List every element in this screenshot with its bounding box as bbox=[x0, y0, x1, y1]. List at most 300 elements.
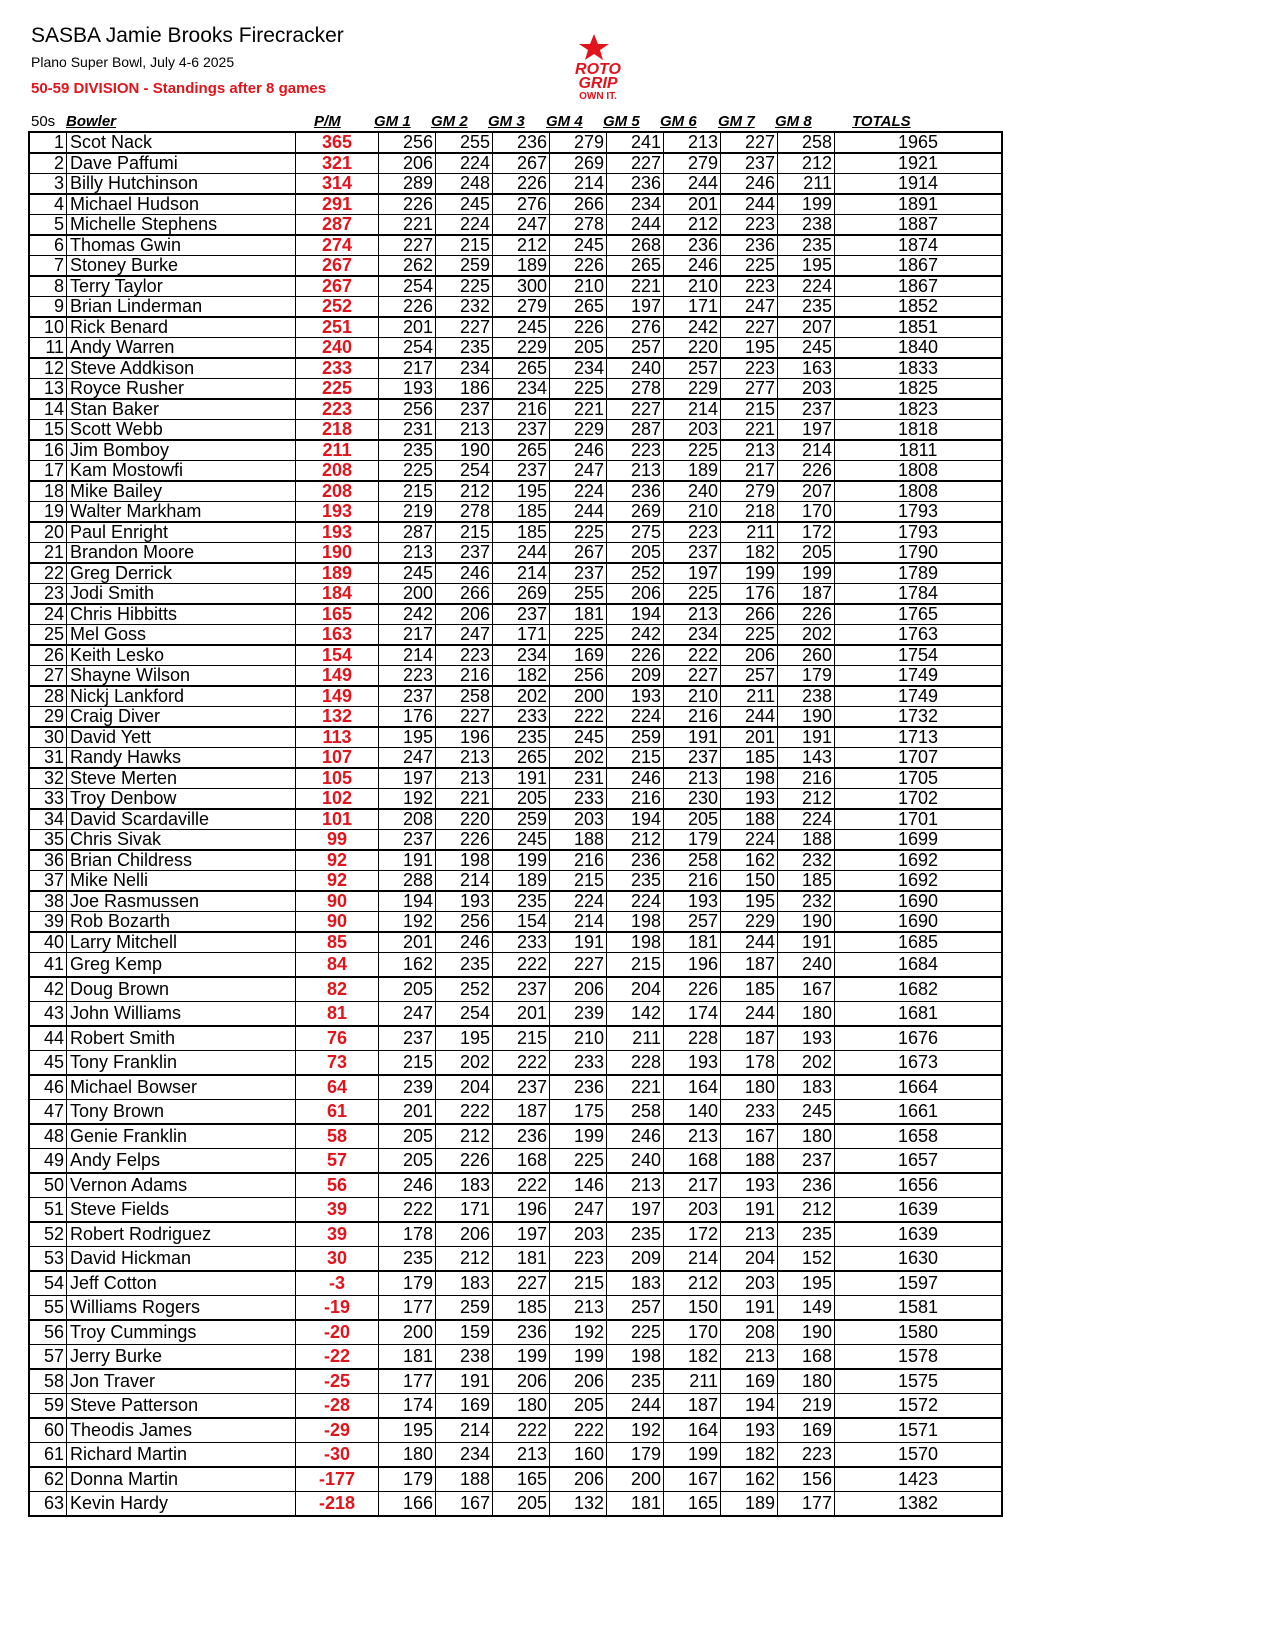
table-row bbox=[29, 1492, 1002, 1517]
bowler-name-cell: Troy Cummings bbox=[67, 1320, 296, 1345]
bowler-name-cell: Craig Diver bbox=[67, 707, 296, 728]
game-4-cell: 215 bbox=[550, 871, 607, 892]
game-1-cell: 235 bbox=[379, 440, 436, 461]
game-8-cell: 216 bbox=[778, 768, 835, 789]
game-7-cell: 195 bbox=[721, 338, 778, 359]
game-4-cell: 231 bbox=[550, 768, 607, 789]
rank-cell: 61 bbox=[29, 1443, 67, 1468]
game-8-cell: 219 bbox=[778, 1394, 835, 1419]
game-2-cell: 226 bbox=[436, 830, 493, 851]
game-2-cell: 215 bbox=[436, 235, 493, 256]
game-7-cell: 169 bbox=[721, 1369, 778, 1394]
bowler-name-cell: Larry Mitchell bbox=[67, 932, 296, 953]
game-6-cell: 223 bbox=[664, 522, 721, 543]
game-2-cell: 237 bbox=[436, 543, 493, 564]
game-4-cell: 222 bbox=[550, 707, 607, 728]
table-row bbox=[29, 1467, 1002, 1492]
game-5-cell: 242 bbox=[607, 625, 664, 646]
game-4-cell: 245 bbox=[550, 727, 607, 748]
game-3-cell: 182 bbox=[493, 666, 550, 687]
game-4-cell: 255 bbox=[550, 584, 607, 605]
game-2-cell: 212 bbox=[436, 481, 493, 502]
game-4-cell: 203 bbox=[550, 1222, 607, 1247]
table-row bbox=[29, 809, 1002, 830]
game-2-cell: 215 bbox=[436, 522, 493, 543]
table-row bbox=[29, 768, 1002, 789]
game-6-cell: 222 bbox=[664, 645, 721, 666]
star-icon bbox=[536, 34, 660, 100]
rank-cell: 28 bbox=[29, 686, 67, 707]
rank-cell: 29 bbox=[29, 707, 67, 728]
game-1-cell: 254 bbox=[379, 276, 436, 297]
game-6-cell: 257 bbox=[664, 358, 721, 379]
table-row bbox=[29, 1173, 1002, 1198]
plus-minus-cell: 92 bbox=[296, 871, 379, 892]
game-7-cell: 180 bbox=[721, 1075, 778, 1100]
game-3-cell: 236 bbox=[493, 1124, 550, 1149]
rank-cell: 8 bbox=[29, 276, 67, 297]
game-1-cell: 226 bbox=[379, 194, 436, 215]
plus-minus-cell: 208 bbox=[296, 481, 379, 502]
bowler-name-cell: Brandon Moore bbox=[67, 543, 296, 564]
total-cell: 1808 bbox=[835, 481, 1003, 502]
game-2-cell: 235 bbox=[436, 338, 493, 359]
game-3-cell: 222 bbox=[493, 953, 550, 978]
rank-cell: 27 bbox=[29, 666, 67, 687]
game-3-cell: 205 bbox=[493, 789, 550, 810]
game-3-cell: 189 bbox=[493, 256, 550, 277]
game-1-cell: 222 bbox=[379, 1198, 436, 1223]
plus-minus-cell: 76 bbox=[296, 1026, 379, 1051]
game-7-cell: 211 bbox=[721, 686, 778, 707]
total-cell: 1749 bbox=[835, 666, 1003, 687]
game-8-cell: 245 bbox=[778, 338, 835, 359]
game-6-cell: 244 bbox=[664, 174, 721, 195]
total-cell: 1754 bbox=[835, 645, 1003, 666]
plus-minus-cell: 252 bbox=[296, 297, 379, 318]
game-6-cell: 172 bbox=[664, 1222, 721, 1247]
game-5-cell: 209 bbox=[607, 666, 664, 687]
game-5-cell: 221 bbox=[607, 276, 664, 297]
table-row bbox=[29, 912, 1002, 933]
game-4-cell: 227 bbox=[550, 953, 607, 978]
game-1-cell: 174 bbox=[379, 1394, 436, 1419]
plus-minus-cell: 85 bbox=[296, 932, 379, 953]
game-4-cell: 246 bbox=[550, 440, 607, 461]
game-2-cell: 259 bbox=[436, 256, 493, 277]
plus-minus-cell: 193 bbox=[296, 522, 379, 543]
table-row bbox=[29, 1026, 1002, 1051]
rank-cell: 34 bbox=[29, 809, 67, 830]
game-2-cell: 246 bbox=[436, 563, 493, 584]
game-7-cell: 257 bbox=[721, 666, 778, 687]
game-3-cell: 237 bbox=[493, 1075, 550, 1100]
total-cell: 1676 bbox=[835, 1026, 1003, 1051]
game-2-cell: 193 bbox=[436, 891, 493, 912]
rank-cell: 19 bbox=[29, 502, 67, 523]
game-2-cell: 212 bbox=[436, 1247, 493, 1272]
game-8-cell: 188 bbox=[778, 830, 835, 851]
game-6-cell: 199 bbox=[664, 1443, 721, 1468]
game-7-cell: 185 bbox=[721, 748, 778, 769]
game-4-cell: 216 bbox=[550, 850, 607, 871]
game-2-cell: 214 bbox=[436, 871, 493, 892]
game-1-cell: 191 bbox=[379, 850, 436, 871]
game-5-cell: 275 bbox=[607, 522, 664, 543]
table-row bbox=[29, 1075, 1002, 1100]
rank-cell: 22 bbox=[29, 563, 67, 584]
rank-cell: 18 bbox=[29, 481, 67, 502]
rank-cell: 17 bbox=[29, 461, 67, 482]
rank-cell: 50 bbox=[29, 1173, 67, 1198]
bowler-name-cell: Randy Hawks bbox=[67, 748, 296, 769]
game-2-cell: 238 bbox=[436, 1345, 493, 1370]
game-3-cell: 202 bbox=[493, 686, 550, 707]
plus-minus-cell: 58 bbox=[296, 1124, 379, 1149]
game-6-cell: 212 bbox=[664, 215, 721, 236]
game-7-cell: 176 bbox=[721, 584, 778, 605]
game-5-cell: 235 bbox=[607, 871, 664, 892]
game-7-cell: 211 bbox=[721, 522, 778, 543]
total-cell: 1580 bbox=[835, 1320, 1003, 1345]
game-1-cell: 201 bbox=[379, 317, 436, 338]
game-6-cell: 213 bbox=[664, 132, 721, 153]
game-5-cell: 211 bbox=[607, 1026, 664, 1051]
column-header-gm6: GM 6 bbox=[660, 113, 697, 130]
bowler-name-cell: Chris Sivak bbox=[67, 830, 296, 851]
rank-cell: 1 bbox=[29, 132, 67, 153]
bowler-name-cell: David Yett bbox=[67, 727, 296, 748]
game-1-cell: 225 bbox=[379, 461, 436, 482]
game-5-cell: 192 bbox=[607, 1418, 664, 1443]
game-5-cell: 179 bbox=[607, 1443, 664, 1468]
game-1-cell: 246 bbox=[379, 1173, 436, 1198]
game-5-cell: 225 bbox=[607, 1320, 664, 1345]
table-row bbox=[29, 871, 1002, 892]
game-8-cell: 190 bbox=[778, 1320, 835, 1345]
bowler-name-cell: Stan Baker bbox=[67, 399, 296, 420]
table-row bbox=[29, 379, 1002, 400]
plus-minus-cell: 154 bbox=[296, 645, 379, 666]
rank-cell: 5 bbox=[29, 215, 67, 236]
game-8-cell: 235 bbox=[778, 297, 835, 318]
total-cell: 1793 bbox=[835, 522, 1003, 543]
game-6-cell: 240 bbox=[664, 481, 721, 502]
total-cell: 1658 bbox=[835, 1124, 1003, 1149]
bowler-name-cell: Michelle Stephens bbox=[67, 215, 296, 236]
game-6-cell: 165 bbox=[664, 1492, 721, 1517]
game-3-cell: 234 bbox=[493, 645, 550, 666]
game-5-cell: 278 bbox=[607, 379, 664, 400]
rank-cell: 45 bbox=[29, 1051, 67, 1076]
plus-minus-cell: 233 bbox=[296, 358, 379, 379]
game-7-cell: 244 bbox=[721, 932, 778, 953]
game-2-cell: 246 bbox=[436, 932, 493, 953]
table-row bbox=[29, 194, 1002, 215]
game-8-cell: 258 bbox=[778, 132, 835, 153]
svg-text:GRIP: GRIP bbox=[578, 75, 618, 92]
game-3-cell: 214 bbox=[493, 563, 550, 584]
game-7-cell: 224 bbox=[721, 830, 778, 851]
rank-cell: 9 bbox=[29, 297, 67, 318]
game-2-cell: 213 bbox=[436, 420, 493, 441]
plus-minus-cell: 82 bbox=[296, 977, 379, 1002]
game-8-cell: 191 bbox=[778, 727, 835, 748]
bowler-name-cell: Donna Martin bbox=[67, 1467, 296, 1492]
game-6-cell: 214 bbox=[664, 399, 721, 420]
game-4-cell: 225 bbox=[550, 1149, 607, 1174]
total-cell: 1382 bbox=[835, 1492, 1003, 1517]
game-5-cell: 197 bbox=[607, 297, 664, 318]
game-2-cell: 183 bbox=[436, 1173, 493, 1198]
total-cell: 1921 bbox=[835, 153, 1003, 174]
game-4-cell: 213 bbox=[550, 1296, 607, 1321]
game-8-cell: 170 bbox=[778, 502, 835, 523]
game-3-cell: 222 bbox=[493, 1173, 550, 1198]
game-7-cell: 182 bbox=[721, 1443, 778, 1468]
game-1-cell: 214 bbox=[379, 645, 436, 666]
rank-cell: 10 bbox=[29, 317, 67, 338]
total-cell: 1581 bbox=[835, 1296, 1003, 1321]
bowler-name-cell: Brian Childress bbox=[67, 850, 296, 871]
game-5-cell: 215 bbox=[607, 748, 664, 769]
game-4-cell: 206 bbox=[550, 1369, 607, 1394]
game-7-cell: 188 bbox=[721, 809, 778, 830]
game-2-cell: 206 bbox=[436, 1222, 493, 1247]
total-cell: 1840 bbox=[835, 338, 1003, 359]
game-6-cell: 213 bbox=[664, 604, 721, 625]
game-3-cell: 212 bbox=[493, 235, 550, 256]
total-cell: 1685 bbox=[835, 932, 1003, 953]
game-1-cell: 208 bbox=[379, 809, 436, 830]
game-2-cell: 171 bbox=[436, 1198, 493, 1223]
game-4-cell: 160 bbox=[550, 1443, 607, 1468]
game-3-cell: 185 bbox=[493, 502, 550, 523]
game-4-cell: 223 bbox=[550, 1247, 607, 1272]
game-6-cell: 237 bbox=[664, 748, 721, 769]
game-5-cell: 257 bbox=[607, 1296, 664, 1321]
game-3-cell: 235 bbox=[493, 891, 550, 912]
game-5-cell: 252 bbox=[607, 563, 664, 584]
column-header-division: 50s bbox=[31, 113, 56, 130]
game-3-cell: 154 bbox=[493, 912, 550, 933]
game-6-cell: 228 bbox=[664, 1026, 721, 1051]
rank-cell: 4 bbox=[29, 194, 67, 215]
game-5-cell: 257 bbox=[607, 338, 664, 359]
game-3-cell: 276 bbox=[493, 194, 550, 215]
plus-minus-cell: 267 bbox=[296, 276, 379, 297]
bowler-name-cell: Jerry Burke bbox=[67, 1345, 296, 1370]
game-5-cell: 194 bbox=[607, 809, 664, 830]
game-5-cell: 269 bbox=[607, 502, 664, 523]
game-1-cell: 181 bbox=[379, 1345, 436, 1370]
game-8-cell: 212 bbox=[778, 1198, 835, 1223]
bowler-name-cell: Shayne Wilson bbox=[67, 666, 296, 687]
total-cell: 1630 bbox=[835, 1247, 1003, 1272]
total-cell: 1423 bbox=[835, 1467, 1003, 1492]
total-cell: 1656 bbox=[835, 1173, 1003, 1198]
game-8-cell: 190 bbox=[778, 707, 835, 728]
game-3-cell: 187 bbox=[493, 1100, 550, 1125]
game-6-cell: 210 bbox=[664, 686, 721, 707]
table-row bbox=[29, 1124, 1002, 1149]
game-2-cell: 232 bbox=[436, 297, 493, 318]
game-6-cell: 164 bbox=[664, 1075, 721, 1100]
game-5-cell: 246 bbox=[607, 768, 664, 789]
plus-minus-cell: -20 bbox=[296, 1320, 379, 1345]
bowler-name-cell: Vernon Adams bbox=[67, 1173, 296, 1198]
game-6-cell: 170 bbox=[664, 1320, 721, 1345]
table-row bbox=[29, 1345, 1002, 1370]
bowler-name-cell: Terry Taylor bbox=[67, 276, 296, 297]
total-cell: 1825 bbox=[835, 379, 1003, 400]
game-2-cell: 245 bbox=[436, 194, 493, 215]
game-8-cell: 232 bbox=[778, 891, 835, 912]
game-8-cell: 199 bbox=[778, 194, 835, 215]
game-5-cell: 259 bbox=[607, 727, 664, 748]
table-row bbox=[29, 563, 1002, 584]
rank-cell: 2 bbox=[29, 153, 67, 174]
game-6-cell: 258 bbox=[664, 850, 721, 871]
plus-minus-cell: -19 bbox=[296, 1296, 379, 1321]
game-4-cell: 244 bbox=[550, 502, 607, 523]
game-1-cell: 231 bbox=[379, 420, 436, 441]
total-cell: 1891 bbox=[835, 194, 1003, 215]
game-8-cell: 205 bbox=[778, 543, 835, 564]
svg-text:ROTO: ROTO bbox=[575, 61, 621, 78]
total-cell: 1682 bbox=[835, 977, 1003, 1002]
rank-cell: 15 bbox=[29, 420, 67, 441]
game-4-cell: 256 bbox=[550, 666, 607, 687]
game-6-cell: 174 bbox=[664, 1002, 721, 1027]
game-3-cell: 227 bbox=[493, 1271, 550, 1296]
game-1-cell: 193 bbox=[379, 379, 436, 400]
rank-cell: 47 bbox=[29, 1100, 67, 1125]
total-cell: 1575 bbox=[835, 1369, 1003, 1394]
game-8-cell: 260 bbox=[778, 645, 835, 666]
game-1-cell: 206 bbox=[379, 153, 436, 174]
game-4-cell: 229 bbox=[550, 420, 607, 441]
game-7-cell: 229 bbox=[721, 912, 778, 933]
game-7-cell: 206 bbox=[721, 645, 778, 666]
game-3-cell: 222 bbox=[493, 1418, 550, 1443]
game-5-cell: 183 bbox=[607, 1271, 664, 1296]
game-8-cell: 191 bbox=[778, 932, 835, 953]
bowler-name-cell: Steve Fields bbox=[67, 1198, 296, 1223]
table-row bbox=[29, 297, 1002, 318]
game-8-cell: 167 bbox=[778, 977, 835, 1002]
game-1-cell: 247 bbox=[379, 748, 436, 769]
game-3-cell: 245 bbox=[493, 830, 550, 851]
game-6-cell: 203 bbox=[664, 1198, 721, 1223]
game-2-cell: 227 bbox=[436, 707, 493, 728]
game-2-cell: 191 bbox=[436, 1369, 493, 1394]
game-1-cell: 180 bbox=[379, 1443, 436, 1468]
game-7-cell: 198 bbox=[721, 768, 778, 789]
game-3-cell: 216 bbox=[493, 399, 550, 420]
game-6-cell: 210 bbox=[664, 276, 721, 297]
game-3-cell: 197 bbox=[493, 1222, 550, 1247]
game-1-cell: 177 bbox=[379, 1369, 436, 1394]
table-row bbox=[29, 932, 1002, 953]
column-header-pm: P/M bbox=[314, 113, 341, 130]
table-row bbox=[29, 1418, 1002, 1443]
game-4-cell: 234 bbox=[550, 358, 607, 379]
game-5-cell: 240 bbox=[607, 1149, 664, 1174]
plus-minus-cell: 105 bbox=[296, 768, 379, 789]
table-row bbox=[29, 645, 1002, 666]
game-7-cell: 244 bbox=[721, 1002, 778, 1027]
rank-cell: 13 bbox=[29, 379, 67, 400]
game-6-cell: 229 bbox=[664, 379, 721, 400]
game-6-cell: 213 bbox=[664, 1124, 721, 1149]
bowler-name-cell: Scott Webb bbox=[67, 420, 296, 441]
game-3-cell: 233 bbox=[493, 932, 550, 953]
game-2-cell: 252 bbox=[436, 977, 493, 1002]
bowler-name-cell: Rick Benard bbox=[67, 317, 296, 338]
game-1-cell: 221 bbox=[379, 215, 436, 236]
plus-minus-cell: 240 bbox=[296, 338, 379, 359]
plus-minus-cell: -22 bbox=[296, 1345, 379, 1370]
table-row bbox=[29, 153, 1002, 174]
rank-cell: 57 bbox=[29, 1345, 67, 1370]
plus-minus-cell: 165 bbox=[296, 604, 379, 625]
plus-minus-cell: 225 bbox=[296, 379, 379, 400]
game-8-cell: 197 bbox=[778, 420, 835, 441]
game-2-cell: 254 bbox=[436, 461, 493, 482]
rank-cell: 12 bbox=[29, 358, 67, 379]
game-7-cell: 150 bbox=[721, 871, 778, 892]
table-row bbox=[29, 1320, 1002, 1345]
game-8-cell: 190 bbox=[778, 912, 835, 933]
bowler-name-cell: Billy Hutchinson bbox=[67, 174, 296, 195]
game-3-cell: 196 bbox=[493, 1198, 550, 1223]
bowler-name-cell: Walter Markham bbox=[67, 502, 296, 523]
game-5-cell: 198 bbox=[607, 932, 664, 953]
game-8-cell: 185 bbox=[778, 871, 835, 892]
game-2-cell: 196 bbox=[436, 727, 493, 748]
game-1-cell: 162 bbox=[379, 953, 436, 978]
plus-minus-cell: 163 bbox=[296, 625, 379, 646]
game-7-cell: 227 bbox=[721, 317, 778, 338]
rank-cell: 20 bbox=[29, 522, 67, 543]
game-4-cell: 265 bbox=[550, 297, 607, 318]
event-subtitle: Plano Super Bowl, July 4-6 2025 bbox=[31, 54, 235, 70]
game-8-cell: 143 bbox=[778, 748, 835, 769]
game-7-cell: 195 bbox=[721, 891, 778, 912]
game-8-cell: 235 bbox=[778, 235, 835, 256]
bowler-name-cell: Robert Rodriguez bbox=[67, 1222, 296, 1247]
game-8-cell: 179 bbox=[778, 666, 835, 687]
game-3-cell: 269 bbox=[493, 584, 550, 605]
game-2-cell: 213 bbox=[436, 748, 493, 769]
game-3-cell: 265 bbox=[493, 748, 550, 769]
game-7-cell: 221 bbox=[721, 420, 778, 441]
column-header-gm2: GM 2 bbox=[431, 113, 468, 130]
game-2-cell: 255 bbox=[436, 132, 493, 153]
game-3-cell: 206 bbox=[493, 1369, 550, 1394]
game-4-cell: 214 bbox=[550, 174, 607, 195]
game-7-cell: 193 bbox=[721, 1418, 778, 1443]
game-2-cell: 224 bbox=[436, 153, 493, 174]
total-cell: 1705 bbox=[835, 768, 1003, 789]
game-1-cell: 200 bbox=[379, 1320, 436, 1345]
bowler-name-cell: Mike Bailey bbox=[67, 481, 296, 502]
game-1-cell: 205 bbox=[379, 1149, 436, 1174]
total-cell: 1749 bbox=[835, 686, 1003, 707]
game-2-cell: 186 bbox=[436, 379, 493, 400]
game-7-cell: 204 bbox=[721, 1247, 778, 1272]
